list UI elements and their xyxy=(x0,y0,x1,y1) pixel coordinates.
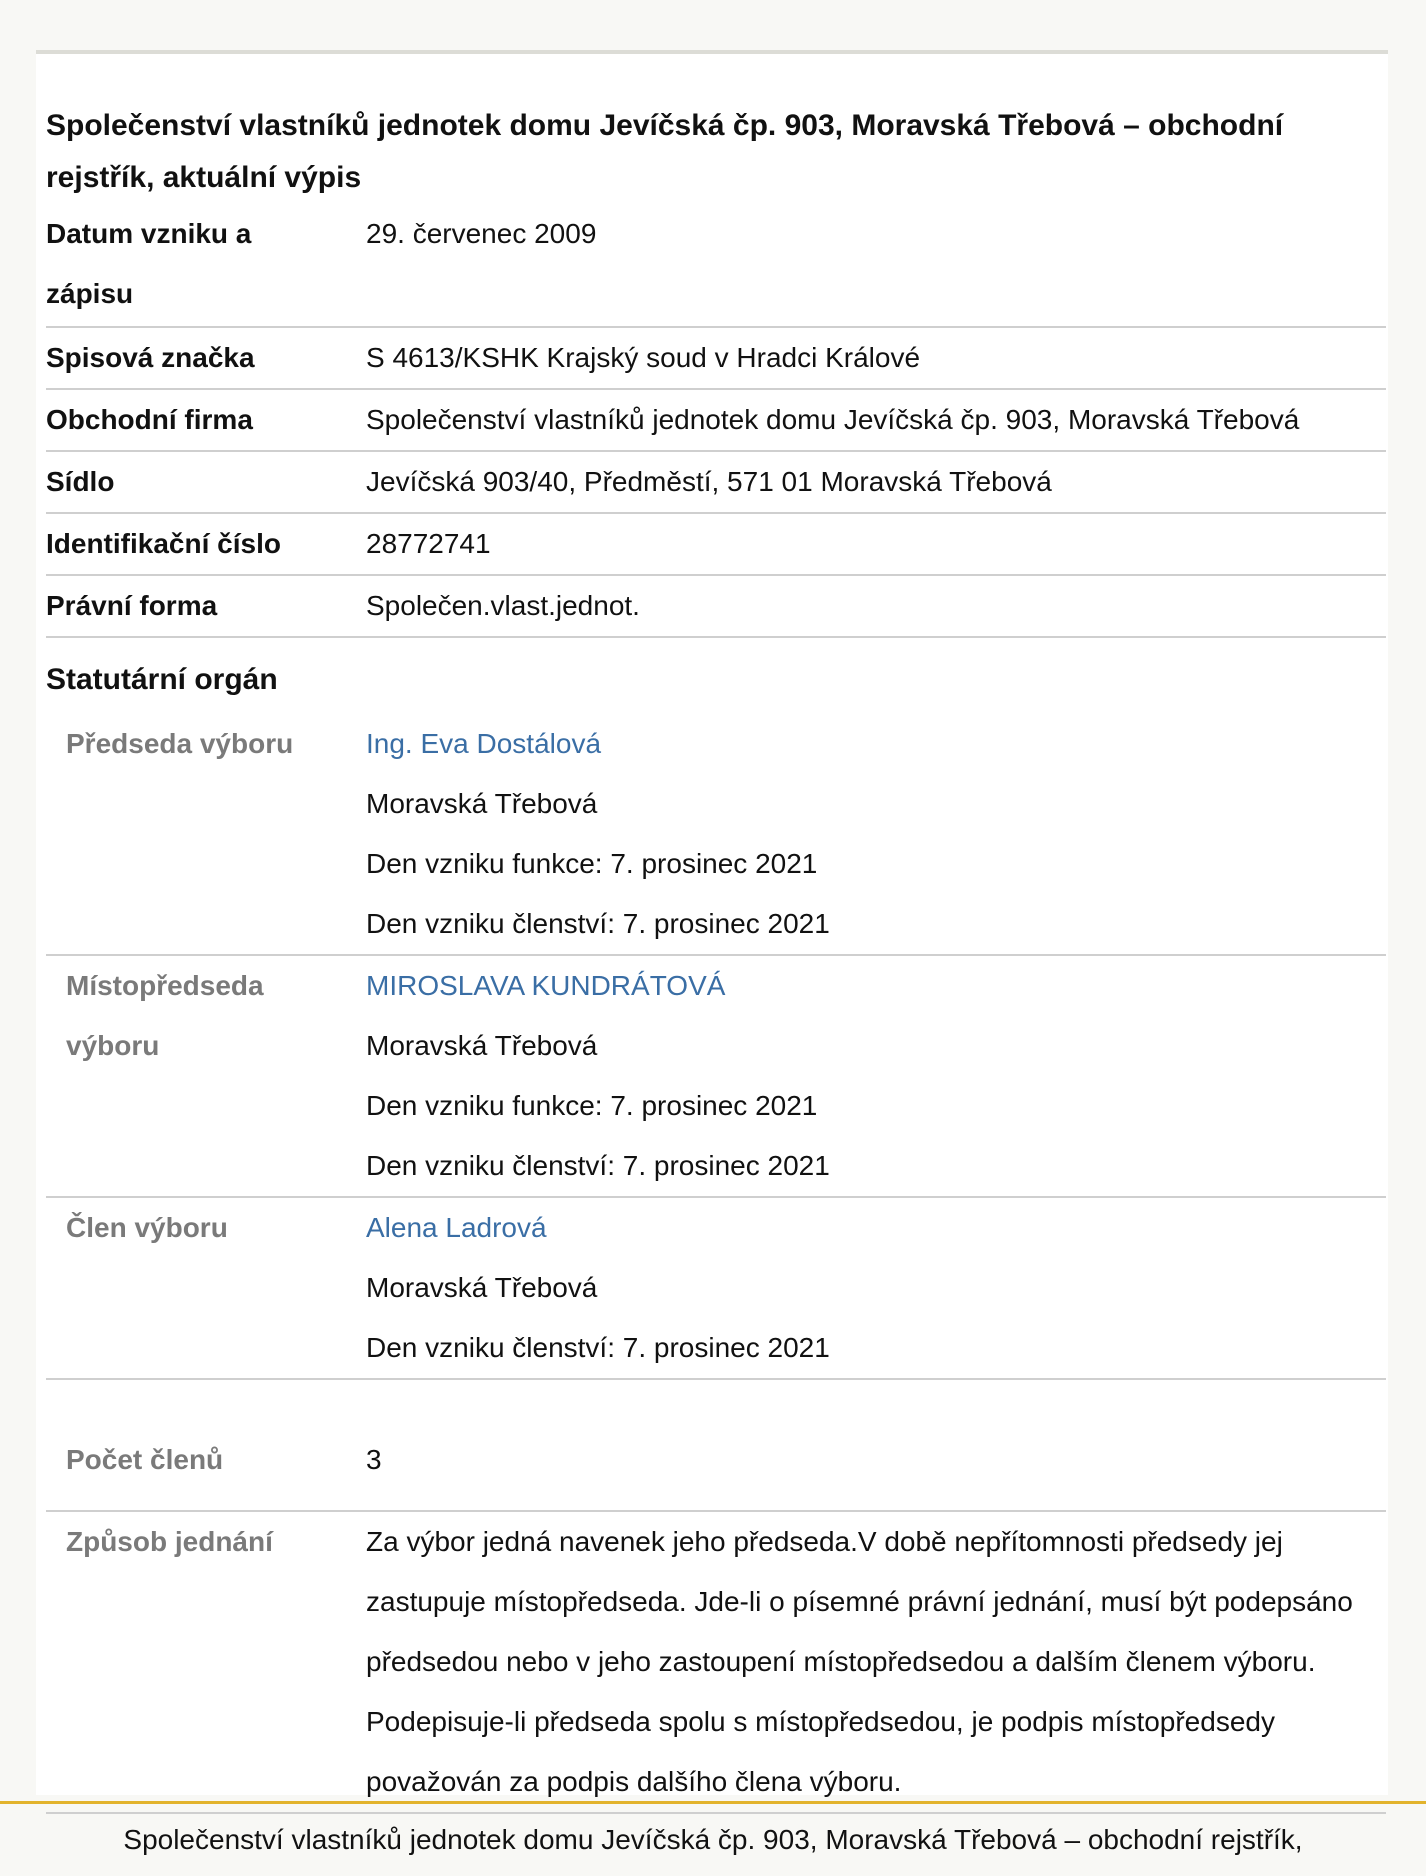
member-name-link[interactable]: Ing. Eva Dostálová xyxy=(366,728,602,759)
field-value: 28772741 xyxy=(366,528,491,559)
member-city: Moravská Třebová xyxy=(366,1030,598,1061)
field-label: Právní forma xyxy=(46,590,218,621)
member-row-chair xyxy=(46,714,1386,956)
member-role: Člen výboru xyxy=(66,1212,228,1243)
field-value: S 4613/KSHK Krajský soud v Hradci Králové xyxy=(366,342,921,373)
field-label: Obchodní firma xyxy=(46,404,253,435)
member-membership-since: Den vzniku členství: 7. prosinec 2021 xyxy=(366,908,830,939)
extract-card xyxy=(36,50,1388,1795)
field-value: Společenství vlastníků jednotek domu Jevíčská čp. 903, Moravská Třebová xyxy=(366,404,1300,435)
member-details xyxy=(366,956,1386,1196)
member-city: Moravská Třebová xyxy=(366,788,598,819)
field-label: Spisová značka xyxy=(46,342,255,373)
member-name-link[interactable]: Alena Ladrová xyxy=(366,1212,547,1243)
field-row-datum xyxy=(46,204,1386,328)
footer-text: Společenství vlastníků jednotek domu Jevíčská čp. 903, Moravská Třebová – obchodní rejstřík, xyxy=(123,1824,1303,1855)
page-title: Společenství vlastníků jednotek domu Jevíčská čp. 903, Moravská Třebová – obchodní rejstřík, aktuální výpis xyxy=(46,109,1284,194)
field-value: Společen.vlast.jednot. xyxy=(366,590,640,621)
member-details xyxy=(366,1198,1386,1378)
member-membership-since: Den vzniku členství: 7. prosinec 2021 xyxy=(366,1150,830,1181)
field-label: Identifikační číslo xyxy=(46,528,281,559)
member-row-member xyxy=(46,1198,1386,1380)
conduct-label: Způsob jednání xyxy=(66,1526,273,1557)
field-row-spisova-znacka xyxy=(46,328,1386,390)
field-row-obchodni-firma xyxy=(46,390,1386,452)
member-count-row xyxy=(46,1380,1386,1512)
member-row-vice-chair xyxy=(46,956,1386,1198)
field-row-pravni-forma xyxy=(46,576,1386,638)
member-details xyxy=(366,714,1386,954)
section-heading-statutory: Statutární orgán xyxy=(46,663,278,696)
field-value: Jevíčská 903/40, Předměstí, 571 01 Moravská Třebová xyxy=(366,466,1052,497)
member-role: Předseda výboru xyxy=(66,728,294,759)
conduct-text: Za výbor jedná navenek jeho předseda.V době nepřítomnosti předsedy jej zastupuje místopředseda. Jde-li o písemné právní jednání, musí být podepsáno předsedou nebo v jeho zastoupení místopředsedou a dalším členem výboru. Podepisuje-li předseda spolu s místopředsedou, je podpis místopředsedy považován za podpis dalšího člena výboru. xyxy=(366,1526,1353,1797)
field-label: Sídlo xyxy=(46,466,115,497)
member-function-since: Den vzniku funkce: 7. prosinec 2021 xyxy=(366,1090,818,1121)
member-count-label: Počet členů xyxy=(66,1444,224,1475)
field-value-datum: 29. červenec 2009 xyxy=(366,218,597,249)
field-label-datum: Datum vzniku a zápisu xyxy=(46,218,252,309)
member-city: Moravská Třebová xyxy=(366,1272,598,1303)
member-count-value: 3 xyxy=(366,1444,382,1475)
member-membership-since: Den vzniku členství: 7. prosinec 2021 xyxy=(366,1332,830,1363)
member-function-since: Den vzniku funkce: 7. prosinec 2021 xyxy=(366,848,818,879)
member-name-link[interactable]: MIROSLAVA KUNDRÁTOVÁ xyxy=(366,970,726,1001)
field-row-sidlo xyxy=(46,452,1386,514)
member-role: Místopředseda výboru xyxy=(66,970,264,1061)
field-row-ico xyxy=(46,514,1386,576)
conduct-row xyxy=(46,1512,1386,1814)
footer-divider xyxy=(0,1801,1426,1804)
